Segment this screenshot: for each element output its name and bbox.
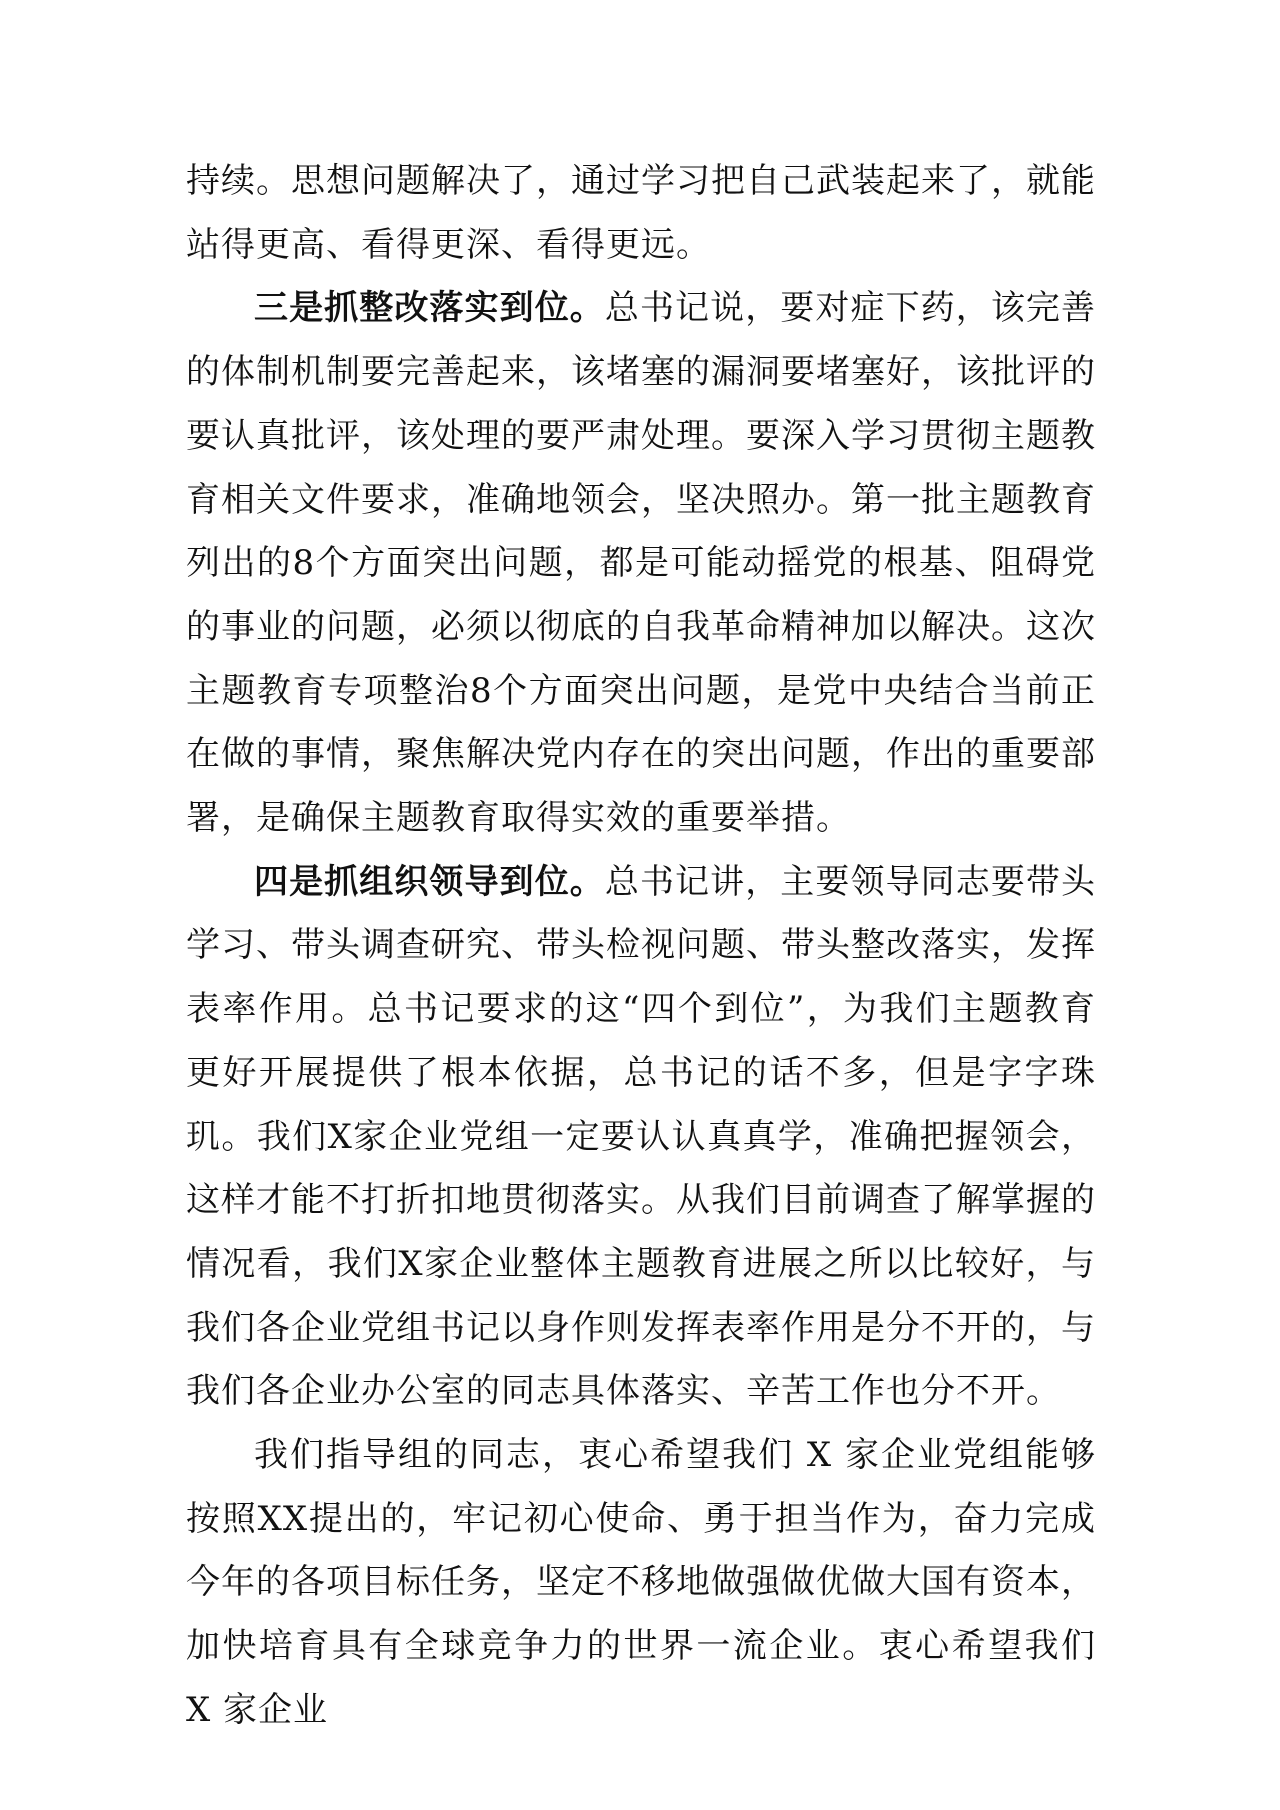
paragraph-body: 总书记讲，主要领导同志要带头学习、带头调查研究、带头检视问题、带头整改落实，发挥表率作用。总书记要求的这“四个到位”，为我们主题教育更好开展提供了根本依据，总书记的话不多，但是字字珠玑。我们X家企业党组一定要认认真真学，准确把握领会，这样才能不打折扣地贯彻落实。从我们目前调查了解掌握的情况看，我们X家企业整体主题教育进展之所以比较好，与我们各企业党组书记以身作则发挥表率作用是分不开的，与我们各企业办公室的同志具体落实、辛苦工作也分不开。 [186, 861, 1097, 1412]
paragraph-continuation: 持续。思想问题解决了，通过学习把自己武装起来了，就能站得更高、看得更深、看得更远。 [186, 161, 1096, 265]
paragraph-lead-heading: 四是抓组织领导到位。 [254, 861, 605, 902]
paragraph-body: 总书记说，要对症下药，该完善的体制机制要完善起来，该堵塞的漏洞要堵塞好，该批评的要认真批评，该处理的要严肃处理。要深入学习贯彻主题教育相关文件要求，准确地领会，坚决照办。第一批主题教育列出的8个方面突出问题，都是可能动摇党的根基、阻碍党的事业的问题，必须以彻底的自我革命精神加以解决。这次主题教育专项整治8个方面突出问题，是党中央结合当前正在做的事情，聚焦解决党内存在的突出问题，作出的重要部署，是确保主题教育取得实效的重要举措。 [186, 288, 1097, 839]
paragraph-rectification [186, 277, 1096, 850]
document-body [186, 150, 1096, 1743]
paragraph-closing-hope: 我们指导组的同志，衷心希望我们 X 家企业党组能够按照XX提出的，牢记初心使命、勇于担当作为，奋力完成今年的各项目标任务，坚定不移地做强做优做大国有资本，加快培育具有全球竞争力的世界一流企业。衷心希望我们 X 家企业 [186, 1435, 1096, 1730]
paragraph-lead-heading: 三是抓整改落实到位。 [254, 288, 605, 329]
paragraph-leadership [186, 851, 1096, 1424]
